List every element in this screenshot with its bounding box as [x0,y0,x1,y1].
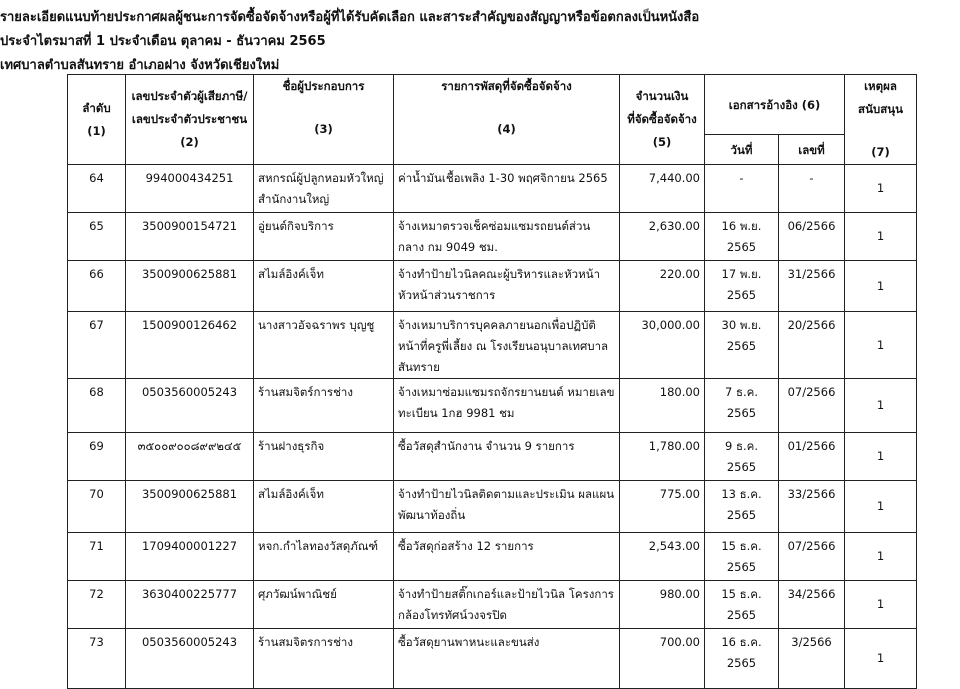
cell-amount: 700.00 [620,629,705,689]
cell-ref-no: 31/2566 [779,261,845,312]
table-row [68,433,917,481]
cell-date: 15 ธ.ค. 2565 [705,581,779,629]
header-tax-id: เลขประจำตัวผู้เสียภาษี/ เลขประจำตัวประชาชน (2) [126,75,254,165]
cell-date: 13 ธ.ค. 2565 [705,481,779,533]
cell-date: 30 พ.ย. 2565 [705,312,779,379]
cell-item: จ้างทำป้ายไวนิลคณะผู้บริหารและหัวหน้า หัวหน้าส่วนราชการ [394,261,620,312]
cell-ref-no: - [779,165,845,213]
cell-vendor: สหกรณ์ผู้ปลูกหอมหัวใหญ่ สำนักงานใหญ่ [254,165,394,213]
cell-item: จ้างทำป้ายสติ๊กเกอร์และป้ายไวนิล โครงการกล้องโทรทัศน์วงจรปิด [394,581,620,629]
cell-ref-no: 06/2566 [779,213,845,261]
cell-date: 16 ธ.ค. 2565 [705,629,779,689]
cell-item: ซื้อวัสดุก่อสร้าง 12 รายการ [394,533,620,581]
cell-ref-no: 33/2566 [779,481,845,533]
cell-item: จ้างทำป้ายไวนิลติดตามและประเมิน ผลแผนพัฒนาท้องถิ่น [394,481,620,533]
cell-tax-id: 0503560005243 [126,629,254,689]
cell-vendor: อู่ยนต์กิจบริการ [254,213,394,261]
header-amount: จำนวนเงิน ที่จัดซื้อจัดจ้าง (5) [620,75,705,165]
cell-amount: 180.00 [620,379,705,433]
cell-amount: 1,780.00 [620,433,705,481]
cell-amount: 2,630.00 [620,213,705,261]
cell-tax-id: 1500900126462 [126,312,254,379]
table-row [68,261,917,312]
cell-reason: 1 [845,165,917,213]
cell-vendor: ร้านสมจิตร์การช่าง [254,379,394,433]
cell-amount: 220.00 [620,261,705,312]
cell-amount: 30,000.00 [620,312,705,379]
cell-item: ซื้อวัสดุยานพาหนะและขนส่ง [394,629,620,689]
cell-no: 73 [68,629,126,689]
table-row [68,165,917,213]
cell-vendor: ร้านฝางธุรกิจ [254,433,394,481]
cell-reason: 1 [845,433,917,481]
cell-amount: 2,543.00 [620,533,705,581]
cell-reason: 1 [845,379,917,433]
procurement-table [67,74,917,689]
table-row [68,581,917,629]
cell-ref-no: 20/2566 [779,312,845,379]
cell-vendor: สไมล์อิงค์เจ็ท [254,481,394,533]
table-row [68,481,917,533]
cell-reason: 1 [845,629,917,689]
cell-reason: 1 [845,481,917,533]
cell-tax-id: 3500900154721 [126,213,254,261]
cell-no: 72 [68,581,126,629]
cell-tax-id: 994000434251 [126,165,254,213]
cell-amount: 7,440.00 [620,165,705,213]
cell-vendor: นางสาวอัจฉราพร บุญชู [254,312,394,379]
cell-item: ซื้อวัสดุสำนักงาน จำนวน 9 รายการ [394,433,620,481]
cell-tax-id: 1709400001227 [126,533,254,581]
cell-item: จ้างเหมาบริการบุคคลภายนอกเพื่อปฏิบัติ หน้าที่ครูพี่เลี้ยง ณ โรงเรียนอนุบาลเทศบาล สันทราย [394,312,620,379]
cell-amount: 775.00 [620,481,705,533]
header-vendor: ชื่อผู้ประกอบการ (3) [254,75,394,165]
cell-date: 7 ธ.ค. 2565 [705,379,779,433]
cell-ref-no: 01/2566 [779,433,845,481]
cell-tax-id: ๓๕๐๐๙๐๐๘๙๙๒๔๕ [126,433,254,481]
cell-no: 70 [68,481,126,533]
cell-item: จ้างเหมาตรวจเช็คซ่อมแซมรถยนต์ส่วนกลาง กม 9049 ชม. [394,213,620,261]
cell-date: 16 พ.ย. 2565 [705,213,779,261]
cell-tax-id: 0503560005243 [126,379,254,433]
table-row [68,629,917,689]
cell-ref-no: 3/2566 [779,629,845,689]
cell-vendor: สไมล์อิงค์เจ็ท [254,261,394,312]
cell-amount: 980.00 [620,581,705,629]
cell-reason: 1 [845,312,917,379]
header-ref-no: เลขที่ [779,135,845,165]
table-row [68,533,917,581]
cell-ref-no: 07/2566 [779,533,845,581]
table-row [68,213,917,261]
cell-no: 69 [68,433,126,481]
title-line-1: รายละเอียดแนบท้ายประกาศผลผู้ชนะการจัดซื้อจัดจ้างหรือผู้ที่ได้รับคัดเลือก และสาระสำคัญของสัญญาหรือข้อตกลงเป็นหนังสือ [0,10,700,25]
cell-date: 9 ธ.ค. 2565 [705,433,779,481]
cell-item: ค่าน้ำมันเชื้อเพลิง 1-30 พฤศจิกายน 2565 [394,165,620,213]
cell-date: 17 พ.ย. 2565 [705,261,779,312]
cell-vendor: ศุภวัฒน์พาณิชย์ [254,581,394,629]
cell-no: 64 [68,165,126,213]
cell-reason: 1 [845,581,917,629]
title-line-2: ประจำไตรมาสที่ 1 ประจำเดือน ตุลาคม - ธันวาคม 2565 [0,34,326,49]
cell-no: 68 [68,379,126,433]
cell-reason: 1 [845,533,917,581]
cell-vendor: หจก.กำไลทองวัสดุภัณฑ์ [254,533,394,581]
title-line-3: เทศบาลตำบลสันทราย อำเภอฝาง จังหวัดเชียงใหม่ [0,58,280,73]
cell-no: 67 [68,312,126,379]
table-row [68,312,917,379]
header-date: วันที่ [705,135,779,165]
cell-date: 15 ธ.ค. 2565 [705,533,779,581]
cell-date: - [705,165,779,213]
cell-tax-id: 3500900625881 [126,481,254,533]
cell-no: 66 [68,261,126,312]
header-reason: เหตุผลสนับสนุน (7) [845,75,917,165]
header-no: ลำดับ (1) [68,75,126,165]
cell-vendor: ร้านสมจิตรการช่าง [254,629,394,689]
cell-ref-no: 34/2566 [779,581,845,629]
cell-ref-no: 07/2566 [779,379,845,433]
cell-reason: 1 [845,261,917,312]
cell-tax-id: 3500900625881 [126,261,254,312]
header-ref-docs: เอกสารอ้างอิง (6) [705,75,845,135]
cell-reason: 1 [845,213,917,261]
cell-tax-id: 3630400225777 [126,581,254,629]
cell-no: 71 [68,533,126,581]
cell-no: 65 [68,213,126,261]
table-row [68,379,917,433]
header-item: รายการพัสดุที่จัดซื้อจัดจ้าง (4) [394,75,620,165]
cell-item: จ้างเหมาซ่อมแซมรถจักรยานยนต์ หมายเลขทะเบียน 1กฮ 9981 ชม [394,379,620,433]
